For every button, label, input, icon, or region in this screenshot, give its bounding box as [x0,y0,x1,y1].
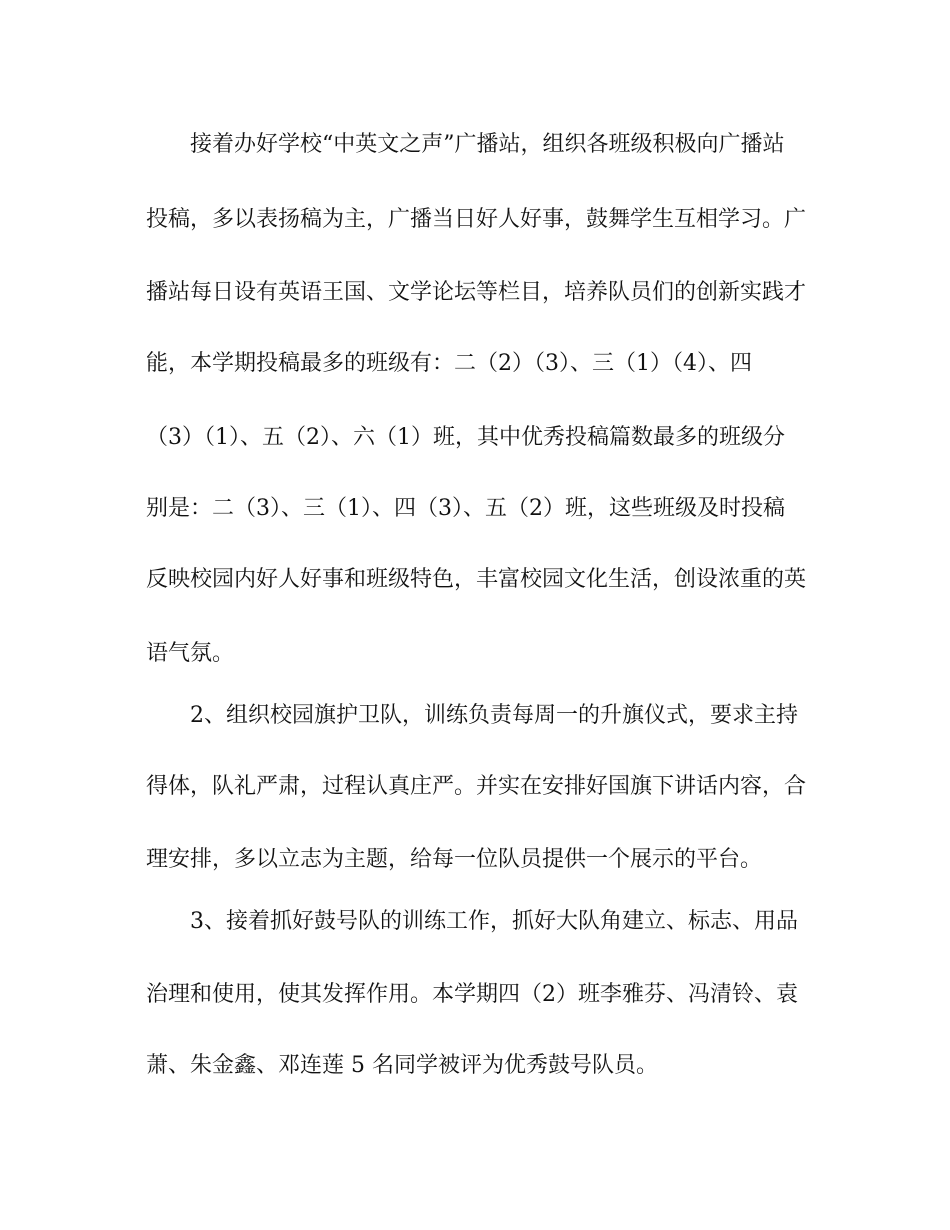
text-line: （3）（1）、五（2）、六（1）班，其中优秀投稿篇数最多的班级分 [146,425,785,450]
text-line: 2、组织校园旗护卫队，训练负责每周一的升旗仪式，要求主持 [190,703,798,728]
text-line: 别是：二（3）、三（1）、四（3）、五（2）班，这些班级及时投稿 [146,496,785,521]
text-line: 得体，队礼严肃，过程认真庄严。并实在安排好国旗下讲话内容，合 [146,774,807,799]
text-line: 反映校园内好人好事和班级特色，丰富校园文化生活，创设浓重的英 [146,567,807,592]
text-line: 能，本学期投稿最多的班级有：二（2）（3）、三（1）（4）、四 [146,351,752,376]
text-line: 投稿，多以表扬稿为主，广播当日好人好事，鼓舞学生互相学习。广 [146,207,807,232]
text-line: 治理和使用，使其发挥作用。本学期四（2）班李雅芬、冯清铃、袁 [146,982,798,1007]
text-line: 3、接着抓好鼓号队的训练工作，抓好大队角建立、标志、用品 [190,909,798,934]
text-line: 萧、朱金鑫、邓连莲 5 名同学被评为优秀鼓号队员。 [146,1053,658,1078]
text-line: 理安排，多以立志为主题，给每一位队员提供一个展示的平台。 [146,847,763,872]
text-line: 接着办好学校“中英文之声”广播站，组织各班级积极向广播站 [190,132,785,157]
text-line: 语气氛。 [146,641,235,666]
text-line: 播站每日设有英语王国、文学论坛等栏目，培养队员们的创新实践才 [146,280,807,305]
